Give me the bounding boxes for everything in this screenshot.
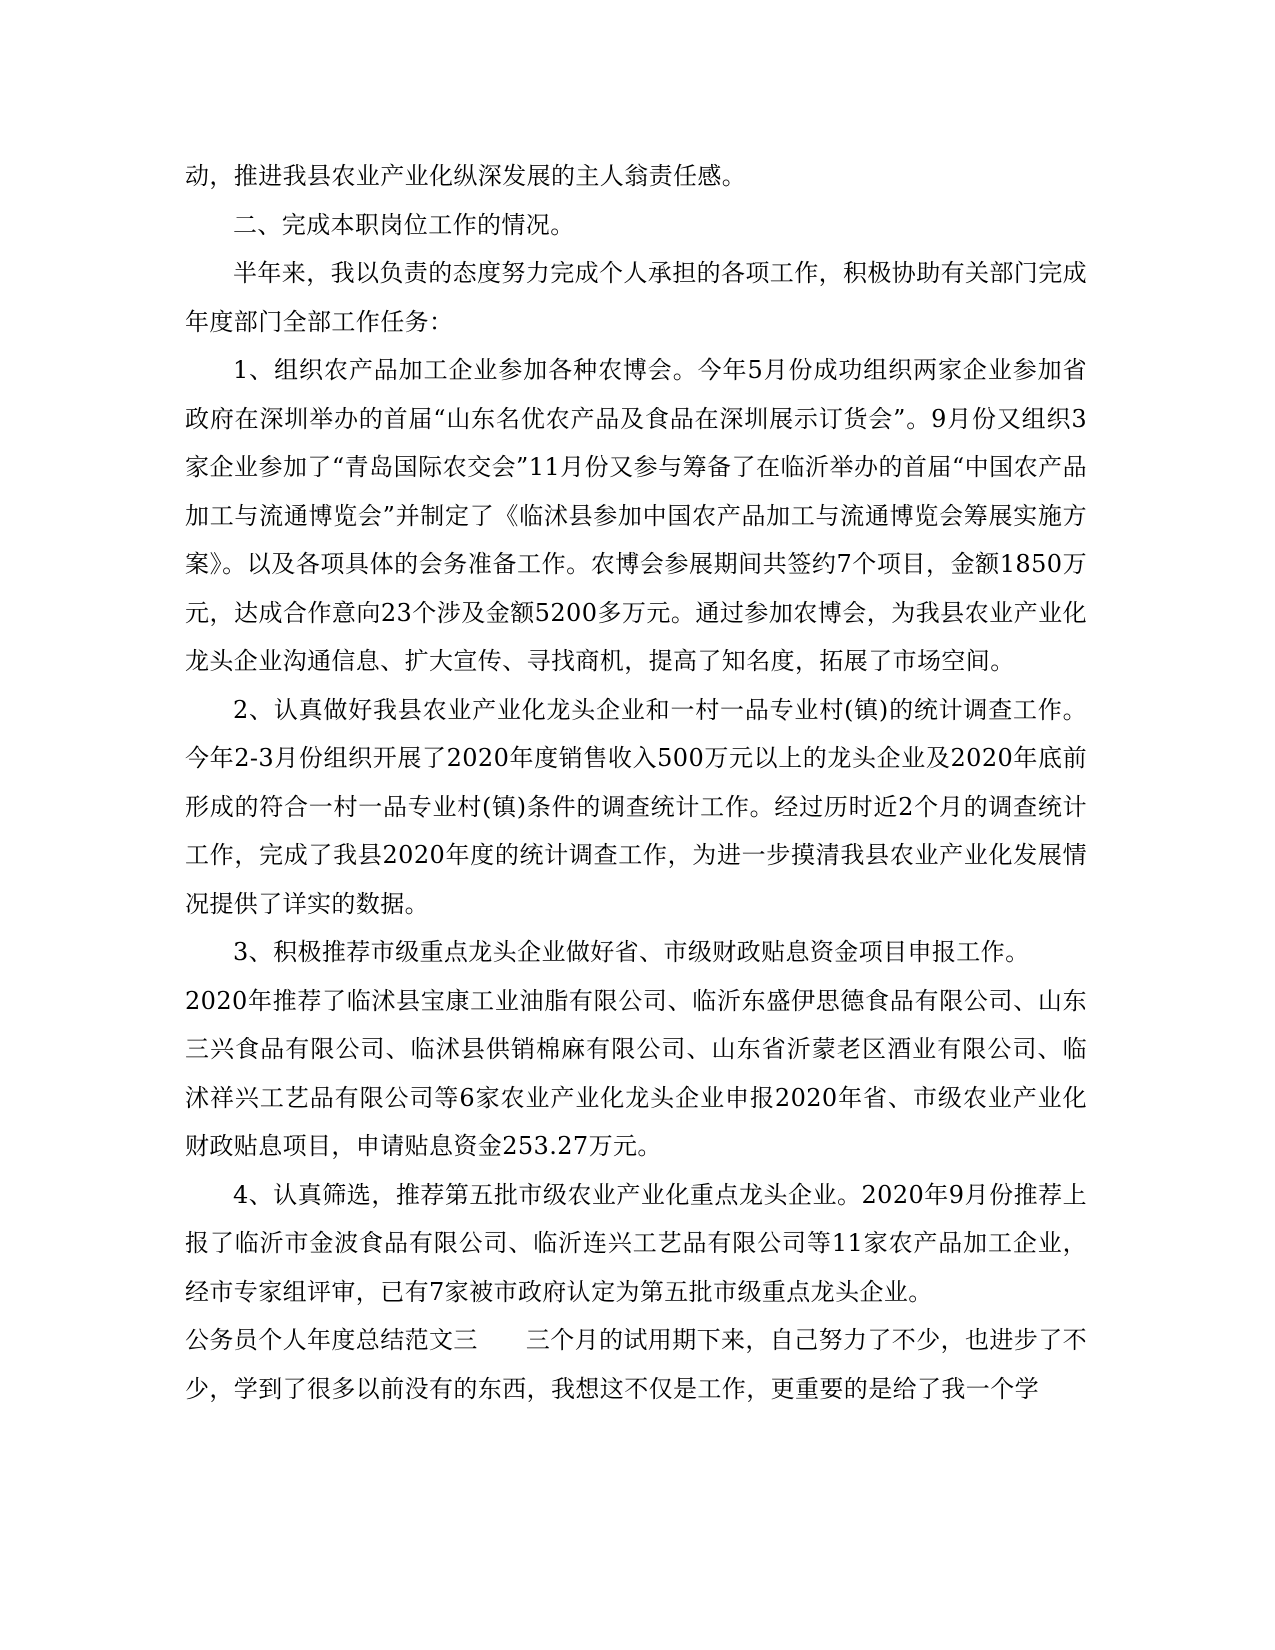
- paragraph-continuation: 动，推进我县农业产业化纵深发展的主人翁责任感。: [185, 162, 747, 190]
- article-opening: 三个月的试用期下来，自己努力了不少，也进步了不少，学到了很多以前没有的东西，我想这不仅是工作，更重要的是给了我一个学: [185, 1326, 1088, 1403]
- paragraph-item-1: 1、组织农产品加工企业参加各种农博会。今年5月份成功组织两家企业参加省政府在深圳举办的首届“山东名优农产品及食品在深圳展示订货会”。9月份又组织3家企业参加了“青岛国际农交会”11月份又参与筹备了在临沂举办的首届“中国农产品加工与流通博览会”并制定了《临沭县参加中国农产品加工与流通博览会筹展实施方案》。以及各项具体的会务准备工作。农博会参展期间共签约7个项目，金额1850万元，达成合作意向23个涉及金额5200多万元。通过参加农博会，为我县农业产业化龙头企业沟通信息、扩大宣传、寻找商机，提高了知名度，拓展了市场空间。: [185, 356, 1087, 675]
- paragraph-item-3-detail: 2020年推荐了临沭县宝康工业油脂有限公司、临沂东盛伊思德食品有限公司、山东三兴食品有限公司、临沭县供销棉麻有限公司、山东省沂蒙老区酒业有限公司、临沭祥兴工艺品有限公司等6家农业产业化龙头企业申报2020年省、市级农业产业化财政贴息项目，申请贴息资金253.27万元。: [185, 986, 1087, 1160]
- article-title: 公务员个人年度总结范文三: [185, 1326, 478, 1354]
- paragraph-intro: 半年来，我以负责的态度努力完成个人承担的各项工作，积极协助有关部门完成年度部门全部工作任务：: [185, 259, 1087, 336]
- paragraph-item-4: 4、认真筛选，推荐第五批市级农业产业化重点龙头企业。2020年9月份推荐上报了临沂市金波食品有限公司、临沂连兴工艺品有限公司等11家农产品加工企业，经市专家组评审，已有7家被市政府认定为第五批市级重点龙头企业。: [185, 1180, 1087, 1306]
- document-body: [185, 152, 1087, 1413]
- paragraph-item-3: 3、积极推荐市级重点龙头企业做好省、市级财政贴息资金项目申报工作。: [233, 938, 1030, 966]
- section-heading-2: 二、完成本职岗位工作的情况。: [233, 210, 575, 239]
- paragraph-item-2: 2、认真做好我县农业产业化龙头企业和一村一品专业村(镇)的统计调查工作。今年2-3月份组织开展了2020年度销售收入500万元以上的龙头企业及2020年底前形成的符合一村一品专业村(镇)条件的调查统计工作。经过历时近2个月的调查统计工作，完成了我县2020年度的统计调查工作，为进一步摸清我县农业产业化发展情况提供了详实的数据。: [185, 695, 1087, 918]
- paragraph-next-article: [185, 1316, 1087, 1413]
